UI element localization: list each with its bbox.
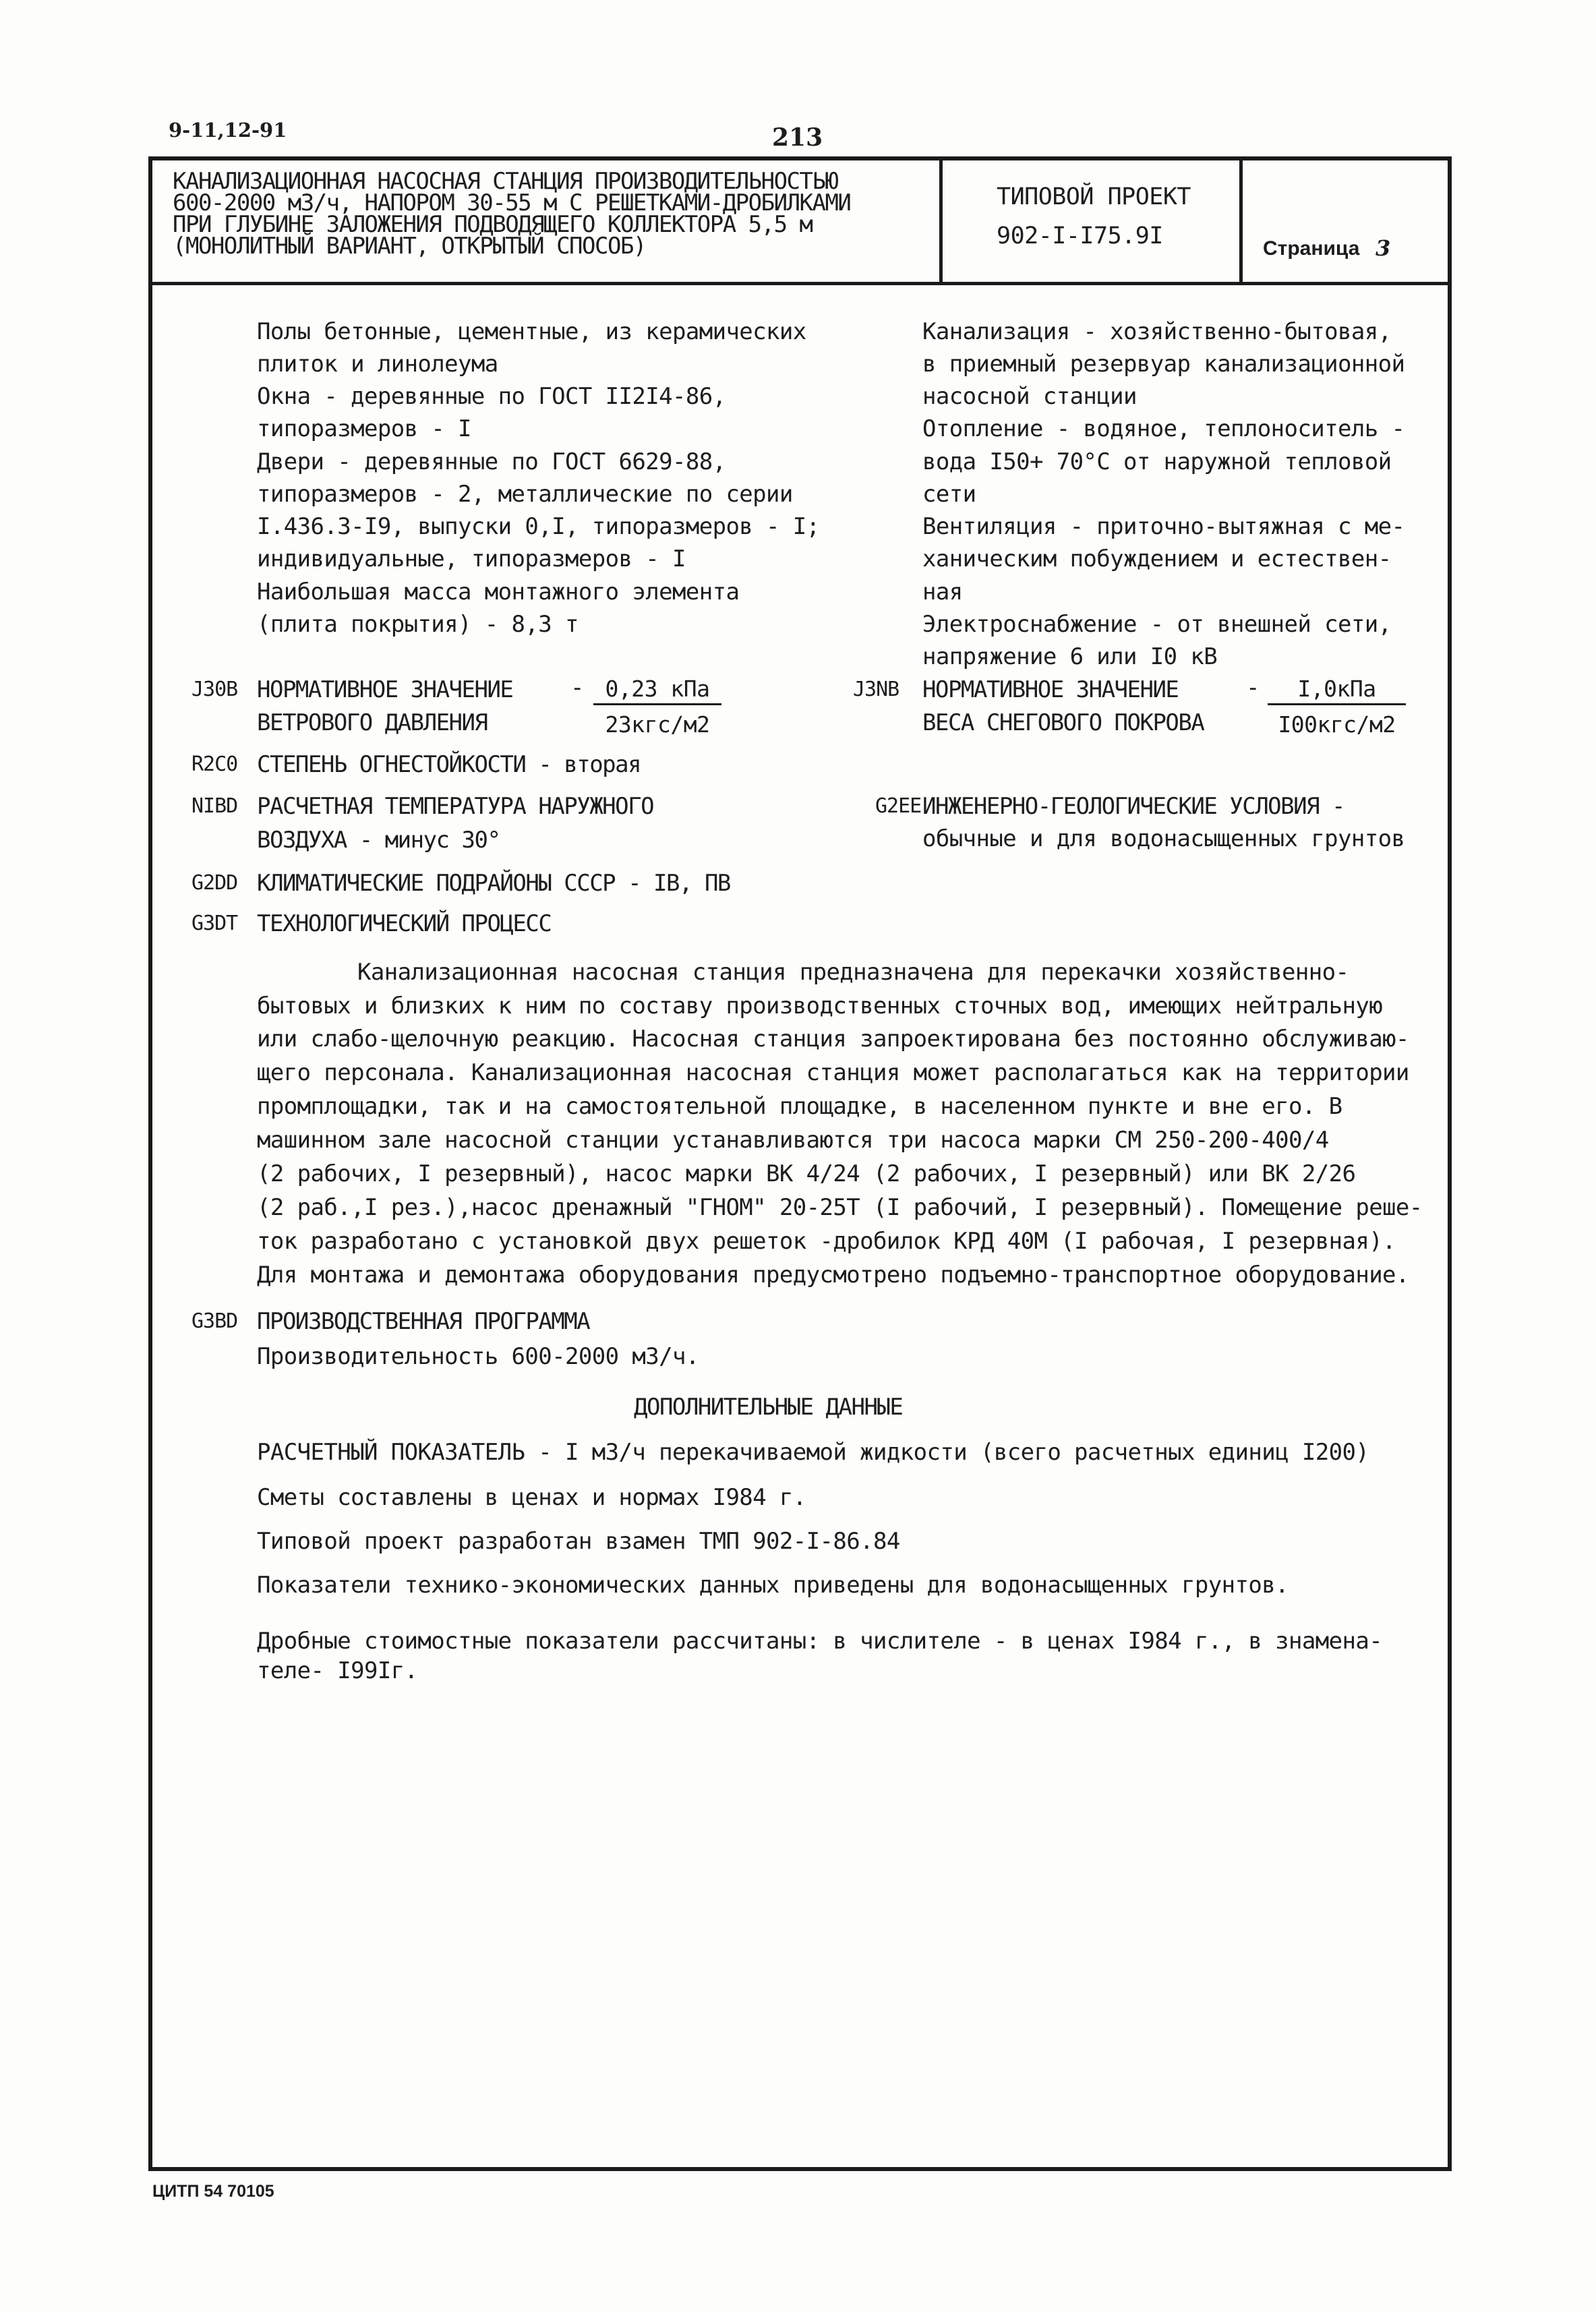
program-heading: ПРОИЗВОДСТВЕННАЯ ПРОГРАММА bbox=[257, 1308, 590, 1335]
additional-line: Типовой проект разработан взамен ТМП 902-I-86.84 bbox=[257, 1528, 900, 1555]
additional-line: Показатели технико-экономических данных приведены для водонасыщенных грунтов. bbox=[257, 1572, 1289, 1599]
left-column-line: индивидуальные, типоразмеров - I bbox=[257, 545, 686, 572]
wind-code: J30B bbox=[191, 678, 238, 701]
geology-label: ИНЖЕНЕРНО-ГЕОЛОГИЧЕСКИЕ УСЛОВИЯ - bbox=[922, 793, 1345, 820]
header-column-divider-2 bbox=[1239, 156, 1243, 284]
page-label: Страница bbox=[1263, 237, 1360, 260]
right-column-line: ханическим побуждением и естествен- bbox=[922, 545, 1392, 572]
process-text-line: или слабо-щелочную реакцию. Насосная станция запроектирована без постоянно обслуживаю- bbox=[257, 1026, 1409, 1053]
wind-denominator: 23кгс/м2 bbox=[605, 711, 710, 738]
process-text-line: (2 раб.,I рез.),насос дренажный "ГНОМ" 20-25Т (I рабочий, I резервный). Помещение реше- bbox=[257, 1194, 1423, 1221]
right-column-line: Отопление - водяное, теплоноситель - bbox=[922, 415, 1405, 442]
document-series: 9-11,12-91 bbox=[169, 119, 287, 142]
left-column-line: (плита покрытия) - 8,3 т bbox=[257, 611, 579, 638]
process-text-line: ток разработано с установкой двух решеток -дробилок КРД 40М (I рабочая, I резервная). bbox=[257, 1228, 1396, 1255]
fire-code: R2C0 bbox=[191, 752, 238, 776]
publisher-code: ЦИТП 54 70105 bbox=[152, 2182, 274, 2201]
wind-numerator: 0,23 кПа bbox=[605, 676, 710, 702]
right-column-line: насосной станции bbox=[922, 383, 1137, 410]
left-column-line: типоразмеров - I bbox=[257, 415, 471, 442]
process-text-line: бытовых и близких к ним по составу производственных сточных вод, имеющих нейтральную bbox=[257, 992, 1383, 1019]
title-line: ПРИ ГЛУБИНЕ ЗАЛОЖЕНИЯ ПОДВОДЯЩЕГО КОЛЛЕКТОРА 5,5 м bbox=[173, 211, 812, 238]
right-column-line: сети bbox=[922, 481, 976, 508]
climate-code: G2DD bbox=[191, 871, 238, 895]
left-column-line: Окна - деревянные по ГОСТ II2I4-86, bbox=[257, 383, 726, 410]
left-column-line: Полы бетонные, цементные, из керамических bbox=[257, 318, 806, 345]
fire-rating: СТЕПЕНЬ ОГНЕСТОЙКОСТИ - вторая bbox=[257, 751, 641, 778]
process-text-line: машинном зале насосной станции устанавливаются три насоса марки СМ 250-200-400/4 bbox=[257, 1127, 1329, 1154]
right-column-line: Канализация - хозяйственно-бытовая, bbox=[922, 318, 1392, 345]
snow-fraction-bar bbox=[1268, 703, 1406, 705]
snow-label: НОРМАТИВНОЕ ЗНАЧЕНИЕ bbox=[922, 676, 1179, 703]
right-column-line: напряжение 6 или I0 кВ bbox=[922, 643, 1218, 670]
additional-data-heading: ДОПОЛНИТЕЛЬНЫЕ ДАННЫЕ bbox=[634, 1394, 903, 1421]
program-code: G3BD bbox=[191, 1309, 238, 1333]
process-text-line: промплощадки, так и на самостоятельной площадке, в населенном пункте и вне его. В bbox=[257, 1093, 1342, 1120]
process-code: G3DT bbox=[191, 912, 238, 935]
geology-code: G2EE bbox=[875, 794, 922, 818]
wind-fraction-bar bbox=[593, 703, 721, 705]
process-text-line: (2 рабочих, I резервный), насос марки ВК 4/24 (2 рабочих, I резервный) или ВК 2/26 bbox=[257, 1160, 1356, 1187]
header-column-divider-1 bbox=[939, 156, 943, 284]
wind-label: ВЕТРОВОГО ДАВЛЕНИЯ bbox=[257, 709, 487, 736]
temperature-label: РАСЧЕТНАЯ ТЕМПЕРАТУРА НАРУЖНОГО bbox=[257, 793, 654, 820]
left-column-line: плиток и линолеума bbox=[257, 351, 498, 378]
title-line: 600-2000 м3/ч, НАПОРОМ 30-55 м С РЕШЕТКАМИ-ДРОБИЛКАМИ bbox=[173, 189, 851, 216]
left-column-line: I.436.3-I9, выпуски 0,I, типоразмеров - I; bbox=[257, 513, 820, 540]
header-divider bbox=[148, 282, 1452, 285]
snow-numerator: I,0кПа bbox=[1297, 676, 1376, 702]
geology-value: обычные и для водонасыщенных грунтов bbox=[922, 825, 1405, 852]
temperature-code: NIBD bbox=[191, 794, 238, 818]
right-column-line: в приемный резервуар канализационной bbox=[922, 351, 1405, 378]
additional-line: РАСЧЕТНЫЙ ПОКАЗАТЕЛЬ - I м3/ч перекачиваемой жидкости (всего расчетных единиц I200) bbox=[257, 1439, 1369, 1466]
project-number: 902-I-I75.9I bbox=[997, 223, 1163, 249]
project-label: ТИПОВОЙ ПРОЕКТ bbox=[997, 183, 1191, 210]
process-text-line: щего персонала. Канализационная насосная станция может располагаться как на территории bbox=[257, 1059, 1409, 1086]
snow-code: J3NB bbox=[853, 678, 899, 701]
left-column-line: Наибольшая масса монтажного элемента bbox=[257, 579, 740, 605]
right-column-line: Вентиляция - приточно-вытяжная с ме- bbox=[922, 513, 1405, 540]
right-column-line: ная bbox=[922, 579, 963, 605]
process-text-line: Для монтажа и демонтажа оборудования предусмотрено подъемно-транспортное оборудование. bbox=[257, 1262, 1409, 1288]
left-column-line: Двери - деревянные по ГОСТ 6629-88, bbox=[257, 448, 726, 475]
cost-note: теле- I99Iг. bbox=[257, 1657, 418, 1684]
temperature-value: ВОЗДУХА - минус 30° bbox=[257, 827, 500, 854]
right-column-line: Электроснабжение - от внешней сети, bbox=[922, 611, 1392, 638]
process-text-line: Канализационная насосная станция предназначена для перекачки хозяйственно- bbox=[357, 959, 1349, 986]
snow-dash: - bbox=[1246, 674, 1260, 701]
page-value: 3 bbox=[1376, 235, 1391, 261]
additional-line: Сметы составлены в ценах и нормах I984 г. bbox=[257, 1484, 806, 1511]
title-line: КАНАЛИЗАЦИОННАЯ НАСОСНАЯ СТАНЦИЯ ПРОИЗВОДИТЕЛЬНОСТЬЮ bbox=[173, 168, 838, 195]
wind-dash: - bbox=[570, 674, 584, 701]
right-column-line: вода I50+ 70°С от наружной тепловой bbox=[922, 448, 1392, 475]
climate-zones: КЛИМАТИЧЕСКИЕ ПОДРАЙОНЫ СССР - IB, ПВ bbox=[257, 870, 730, 897]
cost-note: Дробные стоимостные показатели рассчитаны: в числителе - в ценах I984 г., в знамена- bbox=[257, 1628, 1383, 1655]
sheet-number: 213 bbox=[772, 123, 823, 152]
capacity-text: Производительность 600-2000 м3/ч. bbox=[257, 1343, 699, 1370]
snow-denominator: I00кгс/м2 bbox=[1278, 711, 1396, 738]
process-heading: ТЕХНОЛОГИЧЕСКИЙ ПРОЦЕСС bbox=[257, 910, 552, 937]
title-line: (МОНОЛИТНЫЙ ВАРИАНТ, ОТКРЫТЫЙ СПОСОБ) bbox=[173, 233, 646, 260]
left-column-line: типоразмеров - 2, металлические по серии bbox=[257, 481, 793, 508]
wind-label: НОРМАТИВНОЕ ЗНАЧЕНИЕ bbox=[257, 676, 513, 703]
snow-label: ВЕСА СНЕГОВОГО ПОКРОВА bbox=[922, 709, 1204, 736]
